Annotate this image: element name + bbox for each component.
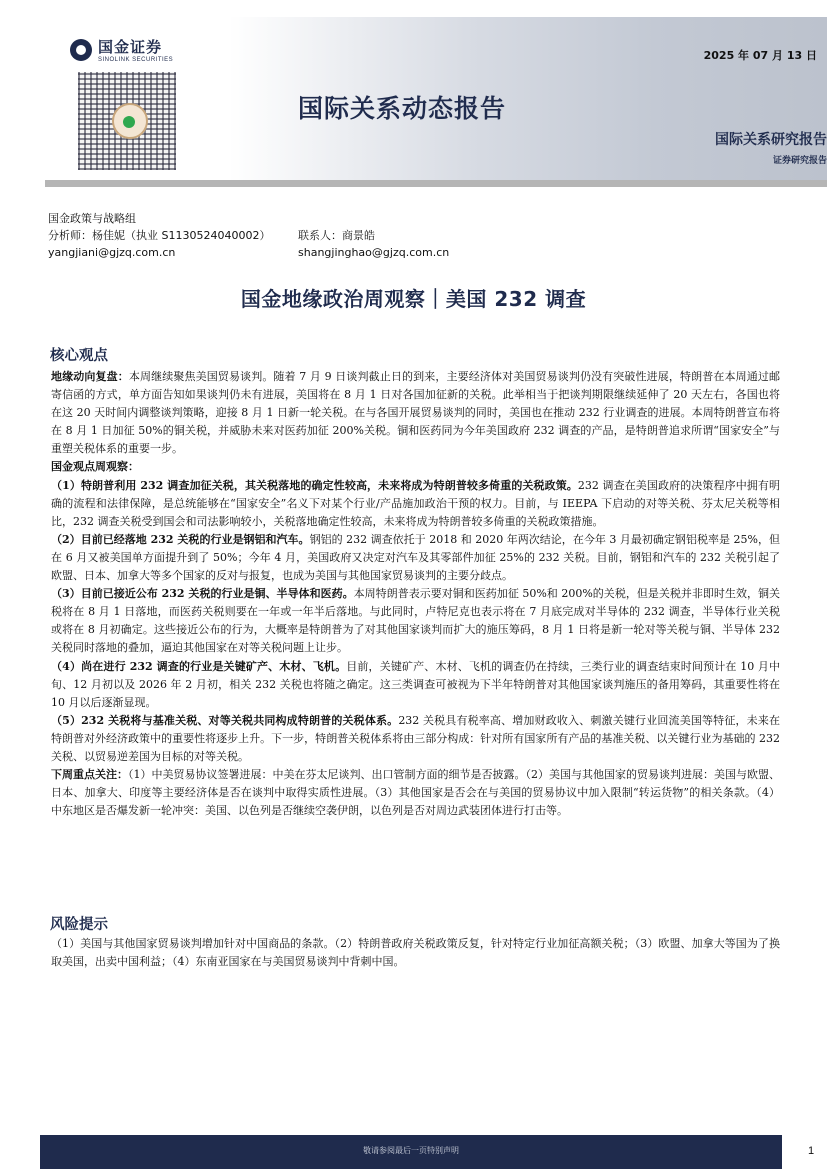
paragraph-text: 本周特朗普表示要对铜和医药加征 50%和 200%的关税，但是关税并非即时生效，铜关税将在 8 月 1 日落地，而医药关税则要在一年或一年半后落地。与此同时，卢特尼克也表示将在 7 月底完成对半导体的 232 调查，半导体行业关税或将在 8 月初确定。这些接近公布的行为，大概率是特朗普为了对其他国家谈判而扩大的施压筹码，8 月 1 日将是新一轮对等关税与铜、半导体 232 关税同时落地的叠加，逼迫其他国家在对等关税问题上让步。	[51, 587, 781, 655]
analyst-email-link[interactable]: yangjiani@gjzq.com.cn	[48, 246, 176, 259]
paragraph-point-4	[51, 658, 780, 712]
wechat-icon	[123, 116, 135, 128]
page-number: 1	[808, 1145, 815, 1157]
risk-heading: 风险提示	[50, 917, 108, 933]
research-group: 国金政策与战略组	[48, 212, 136, 225]
report-type: 证券研究报告	[772, 156, 827, 166]
footer-bar	[40, 1135, 782, 1169]
risk-body	[51, 935, 780, 971]
contact-name: 联系人：商景皓	[298, 229, 375, 242]
author-block	[48, 210, 449, 261]
paragraph-label: （2）目前已经落地 232 关税的行业是钢铝和汽车。	[51, 532, 310, 546]
report-date: 2025 年 07 月 13 日	[703, 49, 817, 62]
paragraph-point-1	[51, 477, 780, 531]
paragraph-text: 232 调查在美国政府的决策程序中拥有明确的流程和法律保障，是总统能够在“国家安全”名义下对某个行业/产品施加政治干预的权力。目前，与 IEEPA 下启动的对等关税、芬太尼关税等相比，232 调查关税受到国会和司法影响较小，关税落地确定性较高，未来将成为特朗普较多倚重的关税政策措施。	[51, 478, 780, 528]
paragraph-observation-head	[51, 458, 780, 476]
paragraph-text: （1）中美贸易协议签署进展：中美在芬太尼谈判、出口管制方面的细节是否披露。（2）美国与其他国家的贸易谈判进展：美国与欧盟、日本、加拿大、印度等主要经济体是否在谈判中取得实质性进展。（3）其他国家是否会在与美国的贸易协议中加入限制“转运货物”的相关条款。（4）中东地区是否爆发新一轮冲突：美国、以色列是否继续空袭伊朗，以色列是否对周边武装团体进行打击等。	[51, 768, 780, 818]
risk-text: （1）美国与其他国家贸易谈判增加针对中国商品的条款。（2）特朗普政府关税政策反复，针对特定行业加征高额关税；（3）欧盟、加拿大等国为了换取美国，出卖中国利益；（4）东南亚国家在与美国贸易谈判中背刺中国。	[51, 937, 780, 969]
paragraph-label: （5）232 关税将与基准关税、对等关税共同构成特朗普的关税体系。	[51, 713, 399, 727]
paragraph-recap	[51, 368, 780, 458]
paragraph-point-5	[51, 712, 780, 766]
core-views-heading: 核心观点	[50, 348, 108, 364]
logo-mark-icon	[70, 39, 92, 61]
paragraph-point-3	[51, 585, 780, 657]
paragraph-label: （4）尚在进行 232 调查的行业是关键矿产、木材、飞机。	[51, 659, 347, 673]
paragraph-label: （1）特朗普利用 232 调查加征关税，其关税落地的确定性较高，未来将成为特朗普较多倚重的关税政策。	[51, 478, 578, 492]
paragraph-text: 232 关税具有税率高、增加财政收入、刺激关键行业回流美国等特征，未来在特朗普对外经济政策中的重要性将逐步上升。下一步，特朗普关税体系将由三部分构成：针对所有国家所有产品的基准关税、以关键行业为基础的 232 关税、以贸易逆差国为目标的对等关税。	[51, 713, 780, 763]
paragraph-text: 钢铝的 232 调查依托于 2018 和 2020 年两次结论，在今年 3 月最初确定钢铝税率是 25%，但在 6 月又被美国单方面提升到了 50%；今年 4 月，美国政府又决定对汽车及其零部件加征 25%的 232 关税。目前，钢铝和汽车的 232 关税引起了欧盟、日本、加拿大等多个国家的反对与报复，也成为美国与其他国家贸易谈判的主要分歧点。	[51, 532, 780, 583]
paragraph-next-week	[51, 766, 780, 820]
logo-english-name: SINOLINK SECURITIES	[98, 57, 174, 63]
company-logo	[70, 36, 173, 63]
paragraph-text: 目前，关键矿产、木材、飞机的调查仍在持续，三类行业的调查结束时间预计在 10 月中旬、12 月初以及 2026 年 2 月初，相关 232 关税也将随之确定。这三类调查可被视为下半年特朗普对其他国家谈判施压的备用筹码，其重要性将在 10 月以后逐渐显现。	[51, 659, 780, 709]
paragraph-label: 地缘动向复盘：	[51, 370, 129, 383]
disclaimer-note: 敬请参阅最后一页特别声明	[363, 1146, 459, 1155]
paragraph-label: 下周重点关注：	[51, 768, 128, 782]
report-series-title: 国际关系动态报告	[298, 94, 507, 123]
qr-code	[78, 72, 176, 170]
page-title: 国金地缘政治周观察｜美国 232 调查	[240, 287, 587, 311]
analyst-name: 分析师：杨佳妮（执业 S1130524040002）	[48, 229, 271, 242]
paragraph-point-2	[51, 531, 780, 585]
report-category: 国际关系研究报告	[715, 132, 827, 148]
contact-email-link[interactable]: shangjinghao@gjzq.com.cn	[298, 246, 450, 259]
paragraph-label: （3）目前已接近公布 232 关税的行业是铜、半导体和医药。	[51, 587, 354, 601]
paragraph-label: 国金观点周观察：	[51, 460, 139, 474]
core-views-body	[51, 368, 780, 820]
logo-chinese-name: 国金证券	[98, 38, 163, 56]
paragraph-text: 本周继续聚焦美国贸易谈判。随着 7 月 9 日谈判截止日的到来，主要经济体对美国贸易谈判仍没有突破性进展，特朗普在本周通过邮寄信函的方式，单方面告知如果谈判仍未有进展，美国将在 8 月 1 日对各国加征新的关税。此举相当于把谈判期限继续延伸了 20 天左右，各国也将在这 20 天时间内调整谈判策略，迎接 8 月 1 日新一轮关税。在与各国开展贸易谈判的同时，美国也在推动 232 行业调查的进展。本周特朗普宣布将在 8 月 1 日加征 50%的铜关税，并威胁未来对医药加征 200%关税。铜和医药同为今年美国政府 232 调查的产品，是特朗普追求所谓“国家安全”与重塑关税体系的重要一步。	[51, 370, 781, 456]
